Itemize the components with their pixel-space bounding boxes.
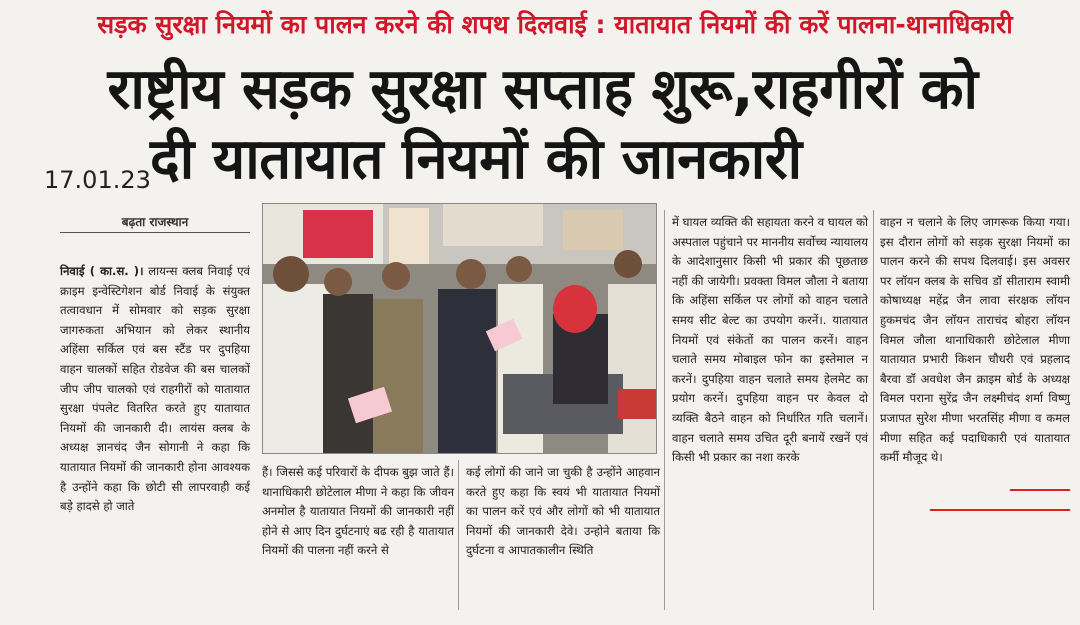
photo-scene [263,204,657,454]
news-photo [262,203,657,454]
red-pen-underline [1010,489,1070,491]
column-divider [458,460,459,610]
dateline: निवाई ( का.स. )। [60,264,144,278]
banner-shape [303,210,373,258]
article-column-4: में घायल व्यक्ति की सहायता करने व घायल को अस्पताल पहुंचाने पर माननीय सर्वोच्च न्यायालय के आदेशानुसार किसी भी प्रकार की पूछताछ नहीं की जायेगी। प्रवक्ता विमल जौला ने बताया कि अहिंसा सर्किल पर लोगों को वाहन चलाते समय सीट बेल्ट का उपयोग करनें।. यातायात नियमों एवं संकेतों का पालन करनें। वाहन चलाते समय मोबाइल फोन का इस्तेमाल न करनें। दुपहिया वाहन चलाते समय हेलमेट का प्रयोग करनें। दुपहिया वाहन पर केवल दो व्यक्ति बैठने वाहन को निर्धारित गति चलानें। वाहन चलाते समय उचित दूरी बनायें रखनें एवं किसी भी प्रकार का नशा करके [672,215,868,465]
handwritten-date: 17.01.23 [44,166,151,194]
article-column-1 [60,262,250,517]
article-column-2: हैं। जिससे कई परिवारों के दीपक बुझ जाते हैं। थानाधिकारी छोटेलाल मीणा ने कहा कि जीवन अनमोल है यातायात नियमों की जानकारी नहीं होने से आए दिन दुर्घटनाएं बढ रही है यातायात नियमों की पालना नहीं करने से [262,465,454,558]
kicker-subheadline: सड़क सुरक्षा नियमों का पालन करने की शपथ दिलवाई : यातायात नियमों की करें पालना-थानाधिकारी [97,10,1013,39]
column-divider [664,210,665,610]
police-uniform-shape [373,299,423,454]
headline-line-1: राष्ट्रीय सड़क सुरक्षा सप्ताह शुरू,राहगीरों को [107,57,978,122]
bureau-rule [60,232,250,233]
red-scarf-shape [553,285,597,333]
headline-line-2: दी यातायात नियमों की जानकारी [150,127,802,192]
article-column-3: कई लोगों की जाने जा चुकी है उन्होंने आहवान करते हुए कहा कि स्वयं भी यातायात नियमों का पालन करें एवं और लोगों को भी यातायात नियमों की जानकारी देवे। उन्होने बताया कि दुर्घटना व आपातकालीन स्थिति [466,465,660,558]
column-1-text: लायन्स क्लब निवाई एवं क्राइम इन्वेस्टिगेशन बोर्ड निवाई के संयुक्त तत्वावधान में सोमवार को सड़क सुरक्षा जागरुकता अभियान को लेकर स्थानीय अहिंसा सर्किल एवं बस स्टैंड पर दुपहिया वाहन चालकों सहित रोडवेज की बस चालकों जीप जीप चालको एवं राहगीरों को यातायात सुरक्षा पंपलेट वितरित करते हुए यातायात नियमों की जानकारी दी। लायंस क्लब के अध्यक्ष ज्ञानचंद जैन सोगानी ने कहा कि यातायात नियमों की जानकारी होना आवश्यक है उन्होंने कहा कि छोटी सी लापरवाही कई बड़े हादसे हो जाते [60,264,250,514]
column-divider [873,210,874,610]
article-column-5: वाहन न चलाने के लिए जागरूक किया गया। इस दौरान लोगों को सड़क सुरक्षा नियमों का पालन करने की सपथ दिलवाई। इस अवसर पर लॉयन क्लब के सचिव डॉ सीताराम स्वामी कोषाध्यक्ष महेंद्र जैन लावा संरक्षक लॉयन हुकमचंद जैन लॉयन ताराचंद बोहरा लॉयन विमल जौला थानाधिकारी छोटेलाल मीणा यातायात प्रभारी किशन चौधरी एवं प्रहलाद बैरवा डॉ अवधेश जैन क्राइम बोर्ड के अध्यक्ष विमल पराना सुरेंद्र जैन लक्ष्मीचंद शर्मा विष्णु प्रजापत सुरेश मीणा भरतसिंह मीणा व कमल मीणा सहित कई पदाधिकारी एवं यातायात कर्मी मौजूद थे। [880,215,1070,465]
bureau-label: बढ़ता राजस्थान [121,215,189,229]
red-pen-underline [930,509,1070,511]
